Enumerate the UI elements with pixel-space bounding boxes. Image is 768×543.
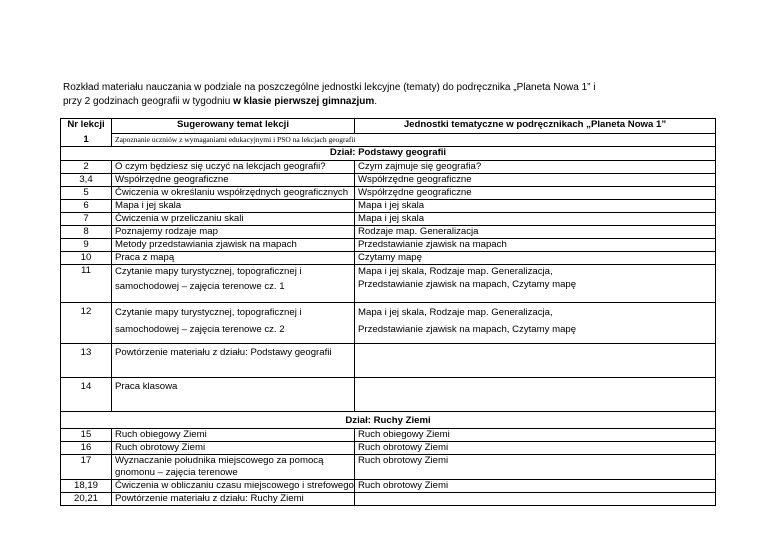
row-unit [355, 303, 716, 344]
row-unit-line-2: Przedstawianie zjawisk na mapach, Czytamy mapę [358, 279, 577, 290]
row-nr: 7 [61, 213, 112, 226]
row-unit: Mapa i jej skala [355, 213, 716, 226]
intro-line-1: Rozkład materiału nauczania w podziale na poszczególne jednostki lekcyjne (tematy) do podręcznika „Planeta Nowa 1” i [63, 82, 596, 93]
row-topic: Ćwiczenia w określaniu współrzędnych geograficznych [112, 187, 355, 200]
intro-line-2 [63, 95, 723, 109]
row-nr: 12 [61, 303, 112, 344]
row-unit: Przedstawianie zjawisk na mapach [355, 239, 716, 252]
row-nr: 3,4 [61, 174, 112, 187]
row-topic: Ruch obiegowy Ziemi [112, 429, 355, 442]
section-row [61, 147, 716, 161]
row-unit [355, 493, 716, 506]
row-nr: 10 [61, 252, 112, 265]
header-row [61, 119, 716, 134]
row-unit: Czym zajmuje się geografia? [355, 161, 716, 174]
row-unit: Rodzaje map. Generalizacja [355, 226, 716, 239]
table-row [61, 187, 716, 200]
row-unit [355, 265, 716, 303]
row-unit: Ruch obrotowy Ziemi [355, 455, 716, 480]
section-title: Dział: Podstawy geografii [61, 147, 716, 161]
table-row [61, 252, 716, 265]
row-text: Zapoznanie uczniów z wymaganiami edukacyjnymi i PSO na lekcjach geografii [112, 134, 716, 147]
row-nr: 1 [61, 134, 112, 147]
row-nr: 2 [61, 161, 112, 174]
row-nr: 18,19 [61, 480, 112, 493]
row-nr: 8 [61, 226, 112, 239]
row-topic-line-2: gnomonu – zajęcia terenowe [115, 467, 238, 478]
table-row [61, 239, 716, 252]
row-unit: Czytamy mapę [355, 252, 716, 265]
row-topic-line-2: samochodowej – zajęcia terenowe cz. 2 [115, 324, 285, 335]
table-row [61, 303, 716, 344]
row-topic: Współrzędne geograficzne [112, 174, 355, 187]
table-row [61, 493, 716, 506]
row-topic: Praca z mapą [112, 252, 355, 265]
row-topic: Powtórzenie materiału z działu: Podstawy geografii [112, 344, 355, 378]
intro-line-2-bold: w klasie pierwszej gimnazjum [233, 96, 375, 107]
row-nr: 20,21 [61, 493, 112, 506]
header-unit: Jednostki tematyczne w podręcznikach „Planeta Nowa 1” [355, 119, 716, 134]
table-row [61, 378, 716, 412]
row-nr: 11 [61, 265, 112, 303]
table-row [61, 161, 716, 174]
row-unit: Współrzędne geograficzne [355, 187, 716, 200]
table-row [61, 265, 716, 303]
row-unit-line-2: Przedstawianie zjawisk na mapach, Czytamy mapę [358, 324, 577, 335]
row-nr: 14 [61, 378, 112, 412]
row-nr: 13 [61, 344, 112, 378]
row-unit: Ruch obrotowy Ziemi [355, 480, 716, 493]
intro-text [63, 81, 723, 109]
row-topic-line-1: Czytanie mapy turystycznej, topograficznej i [115, 307, 302, 318]
section-row [61, 412, 716, 429]
section-title: Dział: Ruchy Ziemi [61, 412, 716, 429]
row-unit: Współrzędne geograficzne [355, 174, 716, 187]
row-unit-line-1: Mapa i jej skala, Rodzaje map. Generalizacja, [358, 266, 553, 277]
row-topic: O czym będziesz się uczyć na lekcjach geografii? [112, 161, 355, 174]
row-topic: Mapa i jej skala [112, 200, 355, 213]
row-topic-line-1: Wyznaczanie południka miejscowego za pomocą [115, 455, 324, 466]
row-nr: 5 [61, 187, 112, 200]
row-nr: 16 [61, 442, 112, 455]
table-row [61, 429, 716, 442]
row-unit [355, 378, 716, 412]
row-unit: Ruch obiegowy Ziemi [355, 429, 716, 442]
row-nr: 9 [61, 239, 112, 252]
row-topic: Ćwiczenia w obliczaniu czasu miejscowego i strefowego [112, 480, 355, 493]
row-nr: 15 [61, 429, 112, 442]
row-topic: Ćwiczenia w przeliczaniu skali [112, 213, 355, 226]
row-unit [355, 344, 716, 378]
table-row [61, 213, 716, 226]
row-topic: Ruch obrotowy Ziemi [112, 442, 355, 455]
first-row [61, 134, 716, 147]
table-row [61, 480, 716, 493]
row-unit: Ruch obrotowy Ziemi [355, 442, 716, 455]
lesson-plan-table [60, 118, 716, 506]
row-nr: 17 [61, 455, 112, 480]
table-row [61, 200, 716, 213]
row-topic: Poznajemy rodzaje map [112, 226, 355, 239]
row-unit-line-1: Mapa i jej skala, Rodzaje map. Generalizacja, [358, 307, 553, 318]
row-topic-line-1: Czytanie mapy turystycznej, topograficznej i [115, 266, 302, 277]
table-row [61, 344, 716, 378]
header-topic: Sugerowany temat lekcji [112, 119, 355, 134]
row-topic: Powtórzenie materiału z działu: Ruchy Ziemi [112, 493, 355, 506]
row-topic [112, 265, 355, 303]
row-topic: Praca klasowa [112, 378, 355, 412]
table-row [61, 174, 716, 187]
row-topic: Metody przedstawiania zjawisk na mapach [112, 239, 355, 252]
row-topic-line-2: samochodowej – zajęcia terenowe cz. 1 [115, 281, 285, 292]
row-nr: 6 [61, 200, 112, 213]
header-nr: Nr lekcji [61, 119, 112, 134]
table-row [61, 455, 716, 480]
row-topic [112, 455, 355, 480]
table-row [61, 226, 716, 239]
table-row [61, 442, 716, 455]
intro-line-2-pre: przy 2 godzinach geografii w tygodniu [63, 96, 234, 107]
intro-line-2-post: . [374, 96, 378, 107]
row-unit: Mapa i jej skala [355, 200, 716, 213]
row-topic [112, 303, 355, 344]
